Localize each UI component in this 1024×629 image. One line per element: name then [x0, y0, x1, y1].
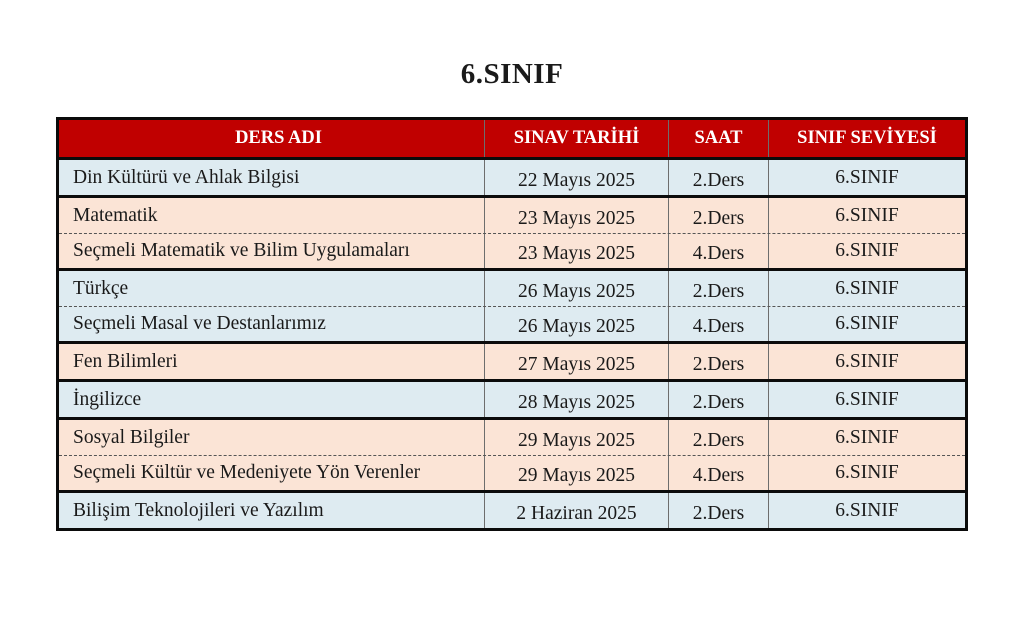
exam-period: 4.Ders — [669, 307, 769, 341]
course-name: Seçmeli Kültür ve Medeniyete Yön Verenler — [59, 456, 485, 490]
exam-period: 4.Ders — [669, 234, 769, 268]
table-row — [59, 306, 965, 341]
table-group — [59, 160, 965, 198]
exam-date: 29 Mayıs 2025 — [485, 420, 669, 455]
table-group — [59, 271, 965, 344]
table-row — [59, 198, 965, 233]
header-sinav-tarihi: SINAV TARİHİ — [485, 120, 669, 157]
exam-period: 4.Ders — [669, 456, 769, 490]
header-ders-adi: DERS ADI — [59, 120, 485, 157]
table-row — [59, 420, 965, 455]
exam-period: 2.Ders — [669, 271, 769, 306]
grade-level: 6.SINIF — [835, 313, 899, 334]
exam-date: 23 Mayıs 2025 — [485, 234, 669, 268]
table-row — [59, 344, 965, 379]
grade-level: 6.SINIF — [835, 277, 899, 299]
exam-period: 2.Ders — [669, 160, 769, 195]
table-header-row — [59, 120, 965, 160]
table-group — [59, 198, 965, 271]
exam-period: 2.Ders — [669, 344, 769, 379]
exam-period: 2.Ders — [669, 420, 769, 455]
course-name: Seçmeli Masal ve Destanlarımız — [59, 307, 485, 341]
grade-level: 6.SINIF — [835, 166, 899, 188]
grade-level: 6.SINIF — [835, 499, 899, 521]
exam-period: 2.Ders — [669, 198, 769, 233]
course-name: İngilizce — [59, 382, 485, 417]
course-name: Sosyal Bilgiler — [59, 420, 485, 455]
exam-date: 22 Mayıs 2025 — [485, 160, 669, 195]
exam-date: 2 Haziran 2025 — [485, 493, 669, 528]
course-name: Bilişim Teknolojileri ve Yazılım — [59, 493, 485, 528]
exam-date: 28 Mayıs 2025 — [485, 382, 669, 417]
grade-level: 6.SINIF — [835, 350, 899, 372]
grade-level: 6.SINIF — [835, 388, 899, 410]
grade-level: 6.SINIF — [835, 462, 899, 483]
grade-level: 6.SINIF — [835, 240, 899, 261]
header-saat: SAAT — [669, 120, 769, 157]
table-row — [59, 233, 965, 268]
table-group — [59, 382, 965, 420]
table-row — [59, 160, 965, 195]
exam-date: 26 Mayıs 2025 — [485, 271, 669, 306]
exam-schedule-table — [56, 117, 968, 531]
table-group — [59, 493, 965, 528]
header-sinif-seviyesi: SINIF SEVİYESİ — [797, 128, 937, 148]
table-group — [59, 420, 965, 493]
course-name: Türkçe — [59, 271, 485, 306]
grade-level: 6.SINIF — [835, 204, 899, 226]
exam-date: 27 Mayıs 2025 — [485, 344, 669, 379]
exam-date: 23 Mayıs 2025 — [485, 198, 669, 233]
course-name: Matematik — [59, 198, 485, 233]
table-row — [59, 455, 965, 490]
table-group — [59, 344, 965, 382]
course-name: Fen Bilimleri — [59, 344, 485, 379]
table-row — [59, 271, 965, 306]
table-row — [59, 493, 965, 528]
course-name: Seçmeli Matematik ve Bilim Uygulamaları — [59, 234, 485, 268]
exam-period: 2.Ders — [669, 493, 769, 528]
exam-period: 2.Ders — [669, 382, 769, 417]
exam-date: 26 Mayıs 2025 — [485, 307, 669, 341]
exam-date: 29 Mayıs 2025 — [485, 456, 669, 490]
grade-level: 6.SINIF — [835, 426, 899, 448]
page-title: 6.SINIF — [460, 58, 564, 90]
table-row — [59, 382, 965, 417]
course-name: Din Kültürü ve Ahlak Bilgisi — [59, 160, 485, 195]
